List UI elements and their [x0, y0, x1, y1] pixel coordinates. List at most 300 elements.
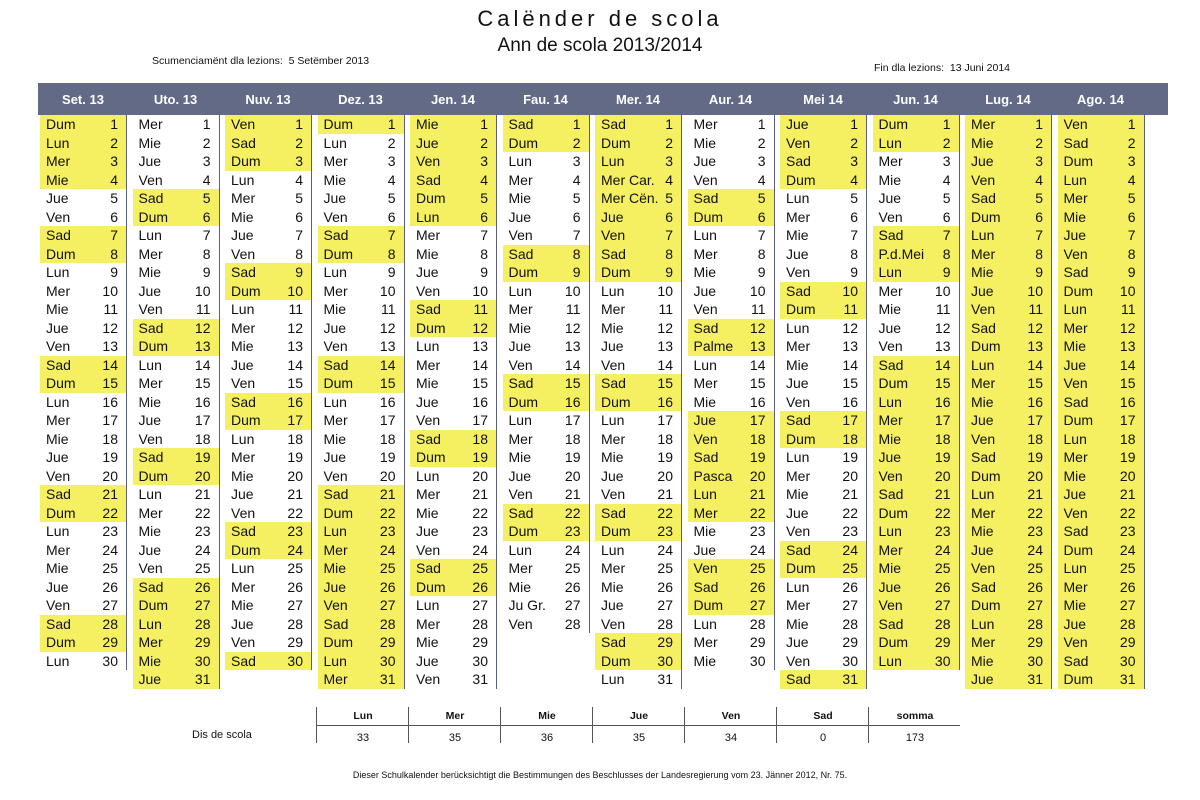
weekday-label: Ven [138, 171, 163, 188]
day-cell [318, 522, 404, 541]
weekday-label: Ven [693, 430, 718, 447]
weekday-label: Sad [693, 578, 719, 595]
weekday-label: Jue [508, 467, 532, 484]
weekday-label: Sad [508, 116, 534, 132]
weekday-label: Ven [601, 486, 626, 502]
day-number: 22 [1119, 504, 1136, 521]
day-cell [133, 356, 219, 375]
weekday-label: Dum [323, 375, 354, 391]
day-cell [780, 134, 866, 153]
day-number: 25 [749, 560, 766, 576]
summary-count: 0 [819, 732, 827, 744]
month-header: Dez. 13 [338, 91, 383, 107]
day-number: 24 [379, 541, 396, 558]
day-number: 31 [657, 671, 673, 687]
day-cell [225, 467, 311, 486]
day-cell [873, 115, 959, 134]
weekday-label: Dum [1063, 671, 1094, 687]
weekday-label: Dum [786, 301, 816, 317]
day-cell [873, 337, 959, 356]
day-number: 12 [287, 319, 303, 336]
day-cell [318, 319, 404, 338]
month-days [225, 115, 312, 670]
weekday-label: Mie [878, 171, 902, 188]
day-number: 15 [194, 375, 211, 391]
weekday-label: Mie [693, 393, 717, 410]
day-cell [1058, 337, 1144, 356]
weekday-label: Dum [508, 134, 539, 151]
day-number: 2 [757, 134, 766, 151]
weekday-label: Ven [1063, 116, 1088, 132]
weekday-label: Lun [1063, 301, 1087, 317]
weekday-label: Mer [138, 634, 163, 650]
day-number: 1 [110, 116, 118, 132]
day-cell [1058, 485, 1144, 504]
day-cell [780, 263, 866, 282]
weekday-label: Mer [508, 560, 533, 576]
weekday-label: Ven [231, 634, 256, 650]
day-number: 23 [102, 523, 118, 539]
day-cell [595, 541, 681, 560]
day-cell [40, 208, 126, 227]
day-number: 9 [387, 264, 396, 280]
day-cell [688, 208, 774, 227]
day-number: 28 [1119, 615, 1136, 632]
weekday-label: Sad [46, 615, 71, 632]
day-cell [595, 189, 681, 208]
day-cell [965, 189, 1051, 208]
weekday-label: Ven [231, 116, 256, 132]
weekday-label: Mer [46, 153, 71, 169]
day-cell [688, 263, 774, 282]
day-cell [1058, 504, 1144, 523]
weekday-label: Dum [231, 153, 261, 169]
day-number: 14 [564, 356, 581, 373]
day-number: 7 [480, 227, 488, 243]
day-cell [225, 319, 311, 338]
weekday-label: Dum [46, 504, 76, 521]
day-cell [503, 282, 589, 301]
month-column [40, 83, 126, 669]
weekday-label: Mer [693, 116, 718, 132]
weekday-label: Ju Gr. [508, 597, 546, 613]
weekday-label: Mie [693, 264, 717, 280]
day-number: 23 [657, 523, 673, 539]
weekday-label: Palme [693, 338, 734, 354]
day-cell [595, 485, 681, 504]
weekday-label: Mer [971, 116, 996, 132]
day-number: 29 [1027, 634, 1043, 650]
weekday-label: Lun [46, 393, 70, 410]
day-cell [965, 596, 1051, 615]
day-cell [1058, 578, 1144, 597]
day-number: 9 [480, 264, 488, 280]
month-header: Fau. 14 [523, 91, 568, 107]
day-cell [965, 652, 1051, 671]
day-cell [133, 208, 219, 227]
weekday-label: Dum [601, 134, 631, 151]
weekday-label: Jue [46, 190, 69, 206]
day-cell [133, 374, 219, 393]
day-cell [40, 374, 126, 393]
day-number: 18 [287, 430, 303, 447]
day-cell [318, 578, 404, 597]
day-cell [318, 485, 404, 504]
day-cell [318, 263, 404, 282]
day-cell [410, 652, 496, 671]
day-cell [595, 245, 681, 264]
day-number: 4 [295, 171, 303, 188]
weekday-label: Mer [231, 319, 256, 336]
day-number: 16 [194, 393, 211, 410]
weekday-label: Sad [508, 245, 534, 262]
day-cell [595, 504, 681, 523]
day-number: 23 [1119, 523, 1136, 539]
day-cell [133, 189, 219, 208]
day-cell [873, 171, 959, 190]
weekday-label: Mie [971, 134, 994, 151]
weekday-label: Jue [601, 208, 624, 225]
day-cell [1058, 374, 1144, 393]
day-cell [1058, 596, 1144, 615]
day-number: 3 [387, 153, 396, 169]
day-cell [595, 596, 681, 615]
weekday-label: Dum [46, 634, 76, 650]
day-cell [595, 559, 681, 578]
day-cell [873, 152, 959, 171]
weekday-label: Sad [971, 319, 996, 336]
day-number: 14 [379, 356, 396, 373]
day-number: 14 [194, 356, 211, 373]
day-number: 19 [564, 449, 581, 465]
day-number: 14 [934, 356, 951, 373]
weekday-label: Jue [1063, 227, 1087, 243]
day-number: 30 [194, 652, 211, 669]
weekday-label: Dum [416, 190, 446, 206]
day-cell [873, 245, 959, 264]
weekday-label: Lun [46, 264, 70, 280]
day-cell [688, 115, 774, 134]
weekday-label: Lun [601, 671, 625, 687]
day-number: 12 [749, 319, 766, 336]
day-cell [133, 115, 219, 134]
day-number: 16 [102, 393, 118, 410]
day-number: 29 [287, 634, 303, 650]
day-cell [503, 596, 589, 615]
weekday-label: Jue [601, 338, 624, 354]
day-number: 3 [665, 153, 673, 169]
weekday-label: Lun [46, 134, 70, 151]
weekday-label: Mer [878, 153, 903, 169]
day-number: 21 [102, 486, 118, 502]
day-cell [965, 337, 1051, 356]
end-info [874, 62, 1010, 74]
day-number: 11 [103, 301, 118, 317]
day-cell [410, 559, 496, 578]
weekday-label: Mie [786, 227, 809, 243]
weekday-label: Lun [416, 208, 440, 225]
day-cell [225, 411, 311, 430]
month-column [318, 83, 404, 687]
weekday-label: Mer [46, 541, 71, 558]
day-number: 27 [1119, 597, 1136, 613]
day-cell [410, 319, 496, 338]
day-number: 2 [1035, 134, 1043, 151]
weekday-label: Lun [416, 467, 440, 484]
summary-column [776, 707, 869, 743]
weekday-label: Pasca [693, 467, 733, 484]
weekday-label: Mer [323, 282, 348, 299]
day-number: 7 [1127, 227, 1136, 243]
day-number: 2 [850, 134, 858, 151]
day-number: 30 [102, 652, 118, 669]
day-number: 19 [287, 449, 303, 465]
weekday-label: Dum [693, 208, 724, 225]
weekday-label: Jue [46, 578, 69, 595]
weekday-label: Ven [693, 560, 718, 576]
weekday-label: Ven [878, 597, 903, 613]
weekday-label: Sad [601, 634, 626, 650]
weekday-label: Dum [971, 208, 1001, 225]
day-number: 11 [565, 301, 581, 317]
day-cell [688, 522, 774, 541]
day-cell [133, 337, 219, 356]
summary-table [316, 707, 960, 743]
weekday-label: Mie [46, 301, 69, 317]
day-number: 6 [757, 208, 766, 225]
day-cell [410, 485, 496, 504]
day-cell [595, 522, 681, 541]
day-cell [688, 467, 774, 486]
weekday-label: Dum [231, 282, 261, 299]
day-number: 22 [934, 504, 951, 521]
weekday-label: Jue [231, 615, 254, 632]
weekday-label: Mie [416, 116, 439, 132]
day-cell [595, 263, 681, 282]
weekday-label: Sad [786, 541, 811, 558]
weekday-label: Sad [416, 430, 441, 447]
weekday-label: Jue [231, 227, 254, 243]
day-cell [1058, 559, 1144, 578]
day-cell [780, 615, 866, 634]
day-cell [225, 430, 311, 449]
day-number: 19 [842, 449, 858, 465]
day-number: 28 [102, 615, 118, 632]
day-number: 12 [379, 319, 396, 336]
weekday-label: Lun [231, 430, 255, 447]
day-number: 9 [295, 264, 303, 280]
day-number: 21 [472, 486, 488, 502]
day-cell [873, 411, 959, 430]
weekday-label: Dum [323, 116, 354, 132]
weekday-label: Ven [1063, 634, 1088, 650]
weekday-label: Sad [508, 504, 534, 521]
day-cell [965, 559, 1051, 578]
weekday-label: Sad [508, 375, 534, 391]
day-number: 27 [842, 597, 858, 613]
weekday-label: Lun [971, 615, 995, 632]
day-number: 3 [202, 153, 211, 169]
day-cell [40, 541, 126, 560]
day-cell [780, 282, 866, 301]
day-number: 15 [657, 375, 673, 391]
weekday-label: Sad [1063, 523, 1089, 539]
weekday-label: Mie [1063, 208, 1087, 225]
weekday-label: Sad [46, 227, 71, 243]
weekday-label: Dum [878, 375, 909, 391]
day-cell [595, 430, 681, 449]
day-cell [318, 559, 404, 578]
weekday-label: Mie [416, 245, 439, 262]
day-cell [780, 448, 866, 467]
day-number: 20 [749, 467, 766, 484]
weekday-label: Jue [416, 264, 439, 280]
day-number: 9 [202, 264, 211, 280]
weekday-label: Jue [971, 412, 994, 428]
day-cell [40, 559, 126, 578]
day-cell [688, 615, 774, 634]
day-cell [40, 300, 126, 319]
day-number: 12 [657, 319, 673, 336]
summary-label: Dis de scola [192, 729, 252, 741]
weekday-label: Mer [1063, 319, 1088, 336]
day-cell [410, 522, 496, 541]
day-number: 16 [472, 393, 488, 410]
day-cell [780, 541, 866, 560]
day-cell [1058, 356, 1144, 375]
weekday-label: Mie [416, 634, 439, 650]
day-cell [965, 300, 1051, 319]
day-cell [40, 448, 126, 467]
day-number: 17 [287, 412, 303, 428]
day-cell [873, 208, 959, 227]
day-cell [965, 670, 1051, 689]
day-number: 14 [749, 356, 766, 373]
day-cell [688, 578, 774, 597]
weekday-label: Jue [786, 634, 809, 650]
day-cell [780, 411, 866, 430]
day-cell [503, 115, 589, 134]
day-cell [1058, 541, 1144, 560]
day-number: 25 [102, 560, 118, 576]
day-cell [873, 522, 959, 541]
weekday-label: Mie [1063, 338, 1087, 354]
day-cell [780, 652, 866, 671]
day-number: 24 [472, 541, 488, 558]
day-cell [410, 226, 496, 245]
day-number: 1 [850, 116, 858, 132]
weekday-label: Ven [323, 338, 348, 354]
day-cell [40, 171, 126, 190]
day-number: 24 [1119, 541, 1136, 558]
day-number: 5 [572, 190, 581, 206]
day-number: 18 [102, 430, 118, 447]
day-cell [410, 245, 496, 264]
day-number: 10 [842, 282, 858, 299]
weekday-label: Mer [601, 301, 626, 317]
day-cell [595, 670, 681, 689]
day-number: 13 [1119, 338, 1136, 354]
day-number: 5 [202, 190, 211, 206]
day-number: 21 [1119, 486, 1136, 502]
day-cell [133, 393, 219, 412]
weekday-label: Mie [416, 504, 439, 521]
day-number: 29 [472, 634, 488, 650]
day-number: 26 [379, 578, 396, 595]
weekday-label: Sad [601, 375, 626, 391]
weekday-label: Ven [601, 356, 626, 373]
day-number: 4 [202, 171, 211, 188]
weekday-label: Ven [1063, 245, 1088, 262]
day-cell [595, 282, 681, 301]
weekday-label: Mer [323, 412, 348, 428]
weekday-label: Ven [971, 430, 996, 447]
weekday-label: Mer [138, 375, 163, 391]
day-cell [318, 171, 404, 190]
day-number: 20 [564, 467, 581, 484]
weekday-label: Ven [601, 615, 626, 632]
weekday-label: Mer [323, 671, 348, 687]
weekday-label: Dum [601, 264, 631, 280]
day-number: 22 [749, 504, 766, 521]
day-cell [225, 300, 311, 319]
weekday-label: Lun [693, 227, 717, 243]
day-cell [40, 633, 126, 652]
day-number: 27 [102, 597, 118, 613]
day-number: 18 [379, 430, 396, 447]
weekday-label: Mer [878, 541, 903, 558]
day-number: 22 [842, 504, 858, 521]
day-cell [133, 633, 219, 652]
month-days [873, 115, 960, 670]
day-cell [40, 134, 126, 153]
month-days [1058, 115, 1145, 689]
day-number: 25 [1027, 560, 1043, 576]
day-number: 25 [564, 560, 581, 576]
day-cell [318, 430, 404, 449]
day-cell [688, 485, 774, 504]
day-cell [780, 245, 866, 264]
day-cell [225, 504, 311, 523]
day-number: 24 [657, 541, 673, 558]
day-number: 13 [1027, 338, 1043, 354]
weekday-label: Mer [878, 412, 903, 428]
day-cell [40, 189, 126, 208]
day-cell [780, 337, 866, 356]
day-number: 15 [1119, 375, 1136, 391]
weekday-label: Mer [601, 560, 626, 576]
day-number: 8 [480, 245, 488, 262]
day-cell [133, 578, 219, 597]
day-number: 16 [657, 393, 673, 410]
day-cell [40, 467, 126, 486]
day-number: 28 [934, 615, 951, 632]
day-cell [873, 633, 959, 652]
day-number: 10 [934, 282, 951, 299]
weekday-label: Jue [601, 597, 624, 613]
weekday-label: Mer [416, 227, 441, 243]
day-number: 15 [379, 375, 396, 391]
weekday-label: Ven [46, 208, 71, 225]
summary-weekday: Mie [538, 710, 556, 722]
weekday-label: Jue [693, 153, 717, 169]
day-number: 19 [934, 449, 951, 465]
summary-weekday: Sad [813, 710, 833, 722]
weekday-label: Mer [1063, 449, 1088, 465]
day-cell [503, 374, 589, 393]
day-cell [133, 504, 219, 523]
weekday-label: Dum [878, 504, 909, 521]
